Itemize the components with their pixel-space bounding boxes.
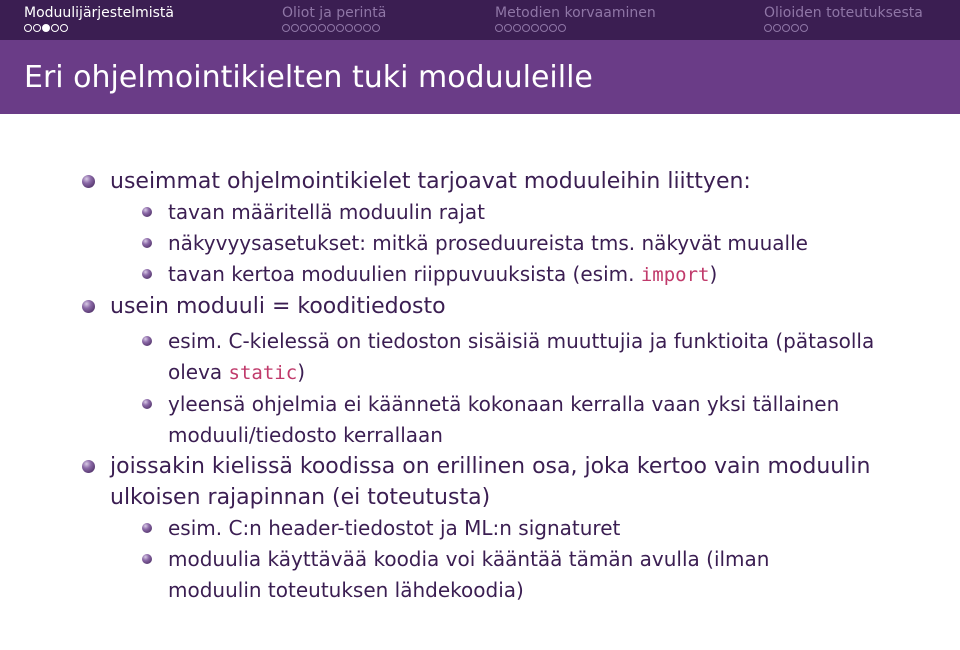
nav-dot[interactable]: [531, 24, 539, 32]
slide-title: Eri ohjelmointikielten tuki moduuleille: [24, 60, 593, 95]
sub-list-item: [0, 228, 960, 259]
nav-dots-metodien-korvaaminen: [495, 24, 566, 32]
bullet-icon: [82, 175, 95, 188]
nav-dot[interactable]: [372, 24, 380, 32]
nav-dot[interactable]: [33, 24, 41, 32]
nav-section-moduulijarjestelmista[interactable]: Moduulijärjestelmistä: [24, 5, 174, 21]
sub-list-item: [0, 389, 960, 451]
sub-list-item-text: moduulia käyttävää koodia voi kääntää tämän avulla (ilman moduulin toteutuksen lähdekoodia): [168, 547, 770, 602]
nav-dots-moduulijarjestelmista: [24, 24, 68, 32]
sub-list-item: [0, 259, 960, 291]
nav-dot[interactable]: [336, 24, 344, 32]
list-item: [0, 451, 960, 513]
sub-list-item-text: tavan kertoa moduulien riippuvuuksista (esim.: [168, 262, 641, 286]
bullet-icon: [142, 523, 152, 533]
bullet-list: [0, 166, 960, 606]
nav-dot-current[interactable]: [42, 24, 50, 32]
bullet-icon: [142, 269, 152, 279]
nav-dot[interactable]: [300, 24, 308, 32]
nav-dot[interactable]: [354, 24, 362, 32]
slide-title-bar: [0, 40, 960, 114]
code-keyword: static: [228, 362, 298, 384]
nav-dot[interactable]: [24, 24, 32, 32]
code-keyword: import: [640, 264, 710, 286]
nav-dots-oliot-ja-perinta: [282, 24, 380, 32]
bullet-icon: [142, 554, 152, 564]
sub-list-item-text-after: ): [297, 360, 305, 384]
nav-dot[interactable]: [318, 24, 326, 32]
nav-dot[interactable]: [558, 24, 566, 32]
nav-dot[interactable]: [60, 24, 68, 32]
nav-dot[interactable]: [345, 24, 353, 32]
nav-dot[interactable]: [504, 24, 512, 32]
sub-list-item: [0, 513, 960, 544]
nav-dot[interactable]: [513, 24, 521, 32]
bullet-icon: [142, 207, 152, 217]
nav-dot[interactable]: [549, 24, 557, 32]
slide-body: [0, 166, 960, 606]
nav-section-olioiden-toteutuksesta[interactable]: Olioiden toteutuksesta: [764, 5, 923, 21]
list-item-text: joissakin kielissä koodissa on erillinen osa, joka kertoo vain moduulin ulkoisen rajapinnan (ei toteutusta): [110, 454, 871, 510]
bullet-icon: [142, 399, 152, 409]
nav-dot[interactable]: [782, 24, 790, 32]
bullet-icon: [82, 460, 95, 473]
nav-dot[interactable]: [800, 24, 808, 32]
sub-list-item: [0, 326, 960, 389]
nav-dot[interactable]: [791, 24, 799, 32]
nav-dot[interactable]: [540, 24, 548, 32]
sub-list-item-text-after: ): [709, 262, 718, 286]
nav-dot[interactable]: [522, 24, 530, 32]
sub-list-item: [0, 197, 960, 228]
section-navigation-bar: [0, 0, 960, 40]
sub-list-item-text: yleensä ohjelmia ei käännetä kokonaan kerralla vaan yksi tällainen moduuli/tiedosto kerrallaan: [168, 392, 840, 447]
nav-section-oliot-ja-perinta[interactable]: Oliot ja perintä: [282, 5, 387, 21]
nav-dot[interactable]: [773, 24, 781, 32]
list-item-text: usein moduuli = kooditiedosto: [110, 294, 446, 319]
nav-dot[interactable]: [291, 24, 299, 32]
bullet-icon: [142, 238, 152, 248]
sub-list-item-text: näkyvyysasetukset: mitkä proseduureista tms. näkyvät muualle: [168, 231, 808, 255]
list-item: [0, 166, 960, 197]
nav-dot[interactable]: [51, 24, 59, 32]
nav-section-metodien-korvaaminen[interactable]: Metodien korvaaminen: [495, 5, 656, 21]
nav-dot[interactable]: [764, 24, 772, 32]
nav-dot[interactable]: [282, 24, 290, 32]
bullet-icon: [142, 336, 152, 346]
sub-list-item: [0, 544, 960, 606]
nav-dot[interactable]: [495, 24, 503, 32]
nav-dot[interactable]: [327, 24, 335, 32]
list-item: [0, 291, 960, 322]
sub-list-item-text: tavan määritellä moduulin rajat: [168, 200, 485, 224]
sub-list-item-text: esim. C:n header-tiedostot ja ML:n signaturet: [168, 516, 621, 540]
list-item-text: useimmat ohjelmointikielet tarjoavat moduuleihin liittyen:: [110, 169, 751, 194]
bullet-icon: [82, 300, 95, 313]
sub-list-item-text: esim. C-kielessä on tiedoston sisäisiä muuttujia ja funktioita (pätasolla oleva: [168, 329, 875, 384]
nav-dots-olioiden-toteutuksesta: [764, 24, 808, 32]
nav-dot[interactable]: [363, 24, 371, 32]
nav-dot[interactable]: [309, 24, 317, 32]
